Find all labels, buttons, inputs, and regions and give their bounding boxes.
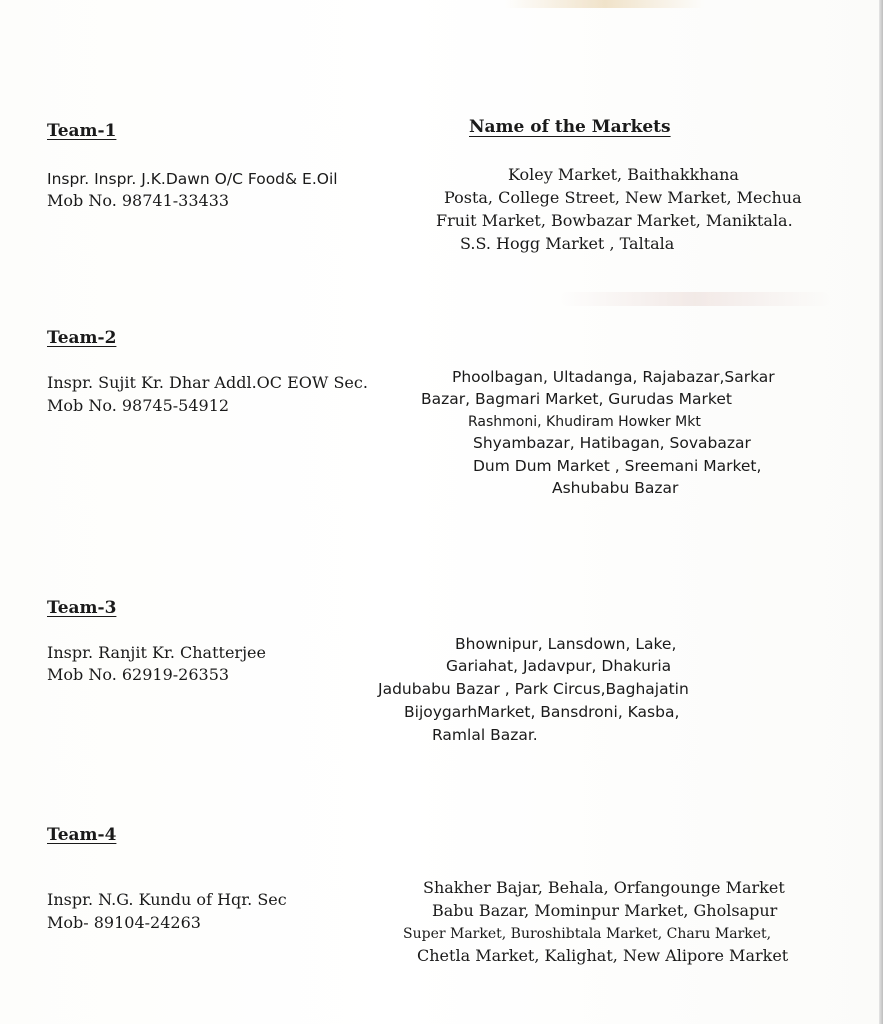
paper-smudge (505, 0, 705, 8)
team-2-officer: Inspr. Sujit Kr. Dhar Addl.OC EOW Sec. (47, 373, 368, 392)
team-1-market-line: Fruit Market, Bowbazar Market, Maniktala. (436, 211, 793, 230)
team-2-market-line: Dum Dum Market , Sreemani Market, (473, 457, 762, 475)
team-2-market-line: Rashmoni, Khudiram Howker Mkt (468, 414, 701, 430)
team-3-officer: Inspr. Ranjit Kr. Chatterjee (47, 643, 266, 662)
team-3-market-line: Bhownipur, Lansdown, Lake, (455, 635, 677, 653)
team-4-market-line: Shakher Bajar, Behala, Orfangounge Market (423, 878, 785, 897)
team-4-market-line: Chetla Market, Kalighat, New Alipore Market (417, 946, 789, 965)
markets-heading: Name of the Markets (469, 117, 671, 137)
team-3-market-line: Gariahat, Jadavpur, Dhakuria (446, 657, 672, 675)
team-2-mobile: Mob No. 98745-54912 (47, 396, 230, 415)
team-3-market-line: Ramlal Bazar. (432, 726, 538, 744)
page-edge (879, 0, 883, 1024)
team-4-label: Team-4 (47, 825, 117, 845)
team-2-market-line: Ashubabu Bazar (552, 479, 679, 497)
team-3-market-line: Jadubabu Bazar , Park Circus,Baghajatin (378, 680, 689, 698)
team-2-market-line: Phoolbagan, Ultadanga, Rajabazar,Sarkar (452, 368, 775, 386)
team-1-label: Team-1 (47, 121, 117, 141)
team-4-mobile: Mob- 89104-24263 (47, 913, 201, 932)
team-2-market-line: Bazar, Bagmari Market, Gurudas Market (421, 390, 732, 408)
team-1-market-line: S.S. Hogg Market , Taltala (460, 234, 675, 253)
team-4-market-line: Super Market, Buroshibtala Market, Charu Market, (403, 926, 772, 942)
team-1-market-line: Posta, College Street, New Market, Mechua (444, 188, 802, 207)
paper-smudge (560, 292, 830, 306)
team-3-market-line: BijoygarhMarket, Bansdroni, Kasba, (404, 703, 680, 721)
team-2-label: Team-2 (47, 328, 117, 348)
team-1-mobile: Mob No. 98741-33433 (47, 191, 230, 210)
team-1-officer: Inspr. Inspr. J.K.Dawn O/C Food& E.Oil (47, 170, 338, 188)
team-2-market-line: Shyambazar, Hatibagan, Sovabazar (473, 434, 751, 452)
team-4-market-line: Babu Bazar, Mominpur Market, Gholsapur (432, 901, 778, 920)
team-3-mobile: Mob No. 62919-26353 (47, 665, 230, 684)
team-4-officer: Inspr. N.G. Kundu of Hqr. Sec (47, 890, 287, 909)
team-1-market-line: Koley Market, Baithakkhana (508, 165, 739, 184)
team-3-label: Team-3 (47, 598, 117, 618)
